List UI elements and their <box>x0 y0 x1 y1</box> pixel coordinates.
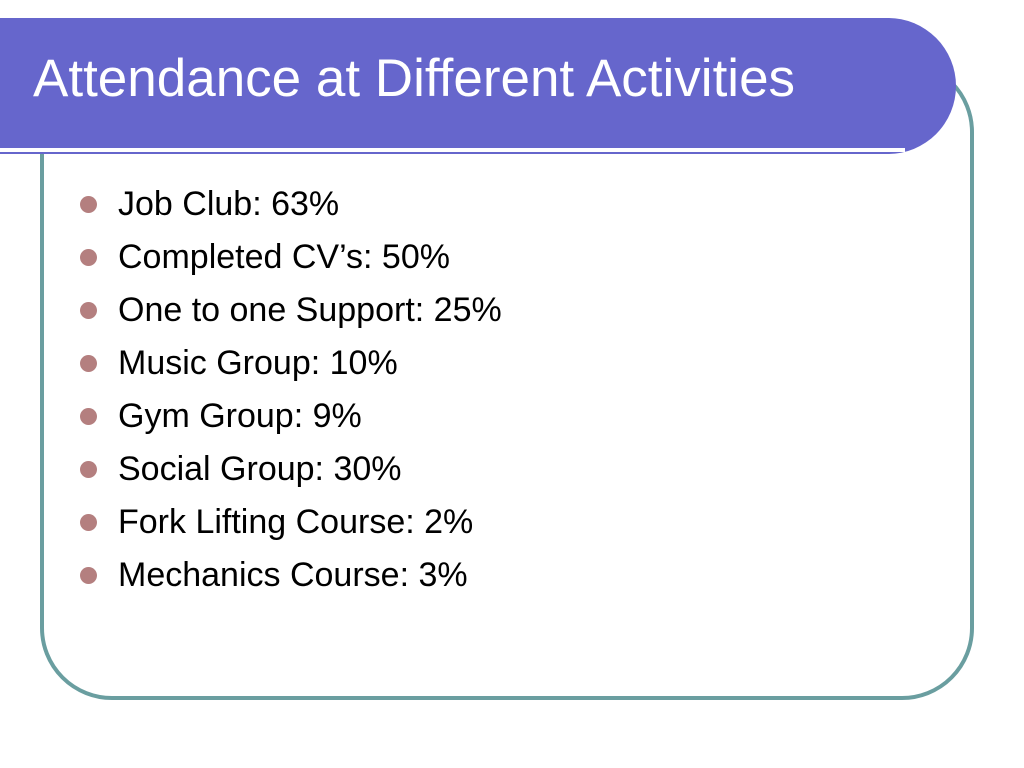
bullet-item <box>80 337 502 390</box>
bullet-dot-icon <box>80 514 97 531</box>
bullet-dot-icon <box>80 302 97 319</box>
bullet-dot-icon <box>80 249 97 266</box>
bullet-text: Fork Lifting Course: 2% <box>118 503 474 541</box>
bullet-text: Gym Group: 9% <box>118 397 362 435</box>
bullet-dot-icon <box>80 355 97 372</box>
bullet-item <box>80 443 502 496</box>
bullet-list <box>80 178 502 602</box>
bullet-item <box>80 549 502 602</box>
bullet-item <box>80 231 502 284</box>
bullet-text: Mechanics Course: 3% <box>118 556 468 594</box>
bullet-text: Completed CV’s: 50% <box>118 238 450 276</box>
bullet-text: Music Group: 10% <box>118 344 398 382</box>
bullet-text: Job Club: 63% <box>118 185 340 223</box>
bullet-dot-icon <box>80 196 97 213</box>
slide-title: Attendance at Different Activities <box>33 49 796 108</box>
bullet-item <box>80 496 502 549</box>
bullet-text: Social Group: 30% <box>118 450 402 488</box>
bullet-dot-icon <box>80 567 97 584</box>
bullet-dot-icon <box>80 408 97 425</box>
bullet-item <box>80 390 502 443</box>
bullet-dot-icon <box>80 461 97 478</box>
bullet-item <box>80 178 502 231</box>
bullet-item <box>80 284 502 337</box>
bullet-text: One to one Support: 25% <box>118 291 502 329</box>
title-underline <box>0 148 905 152</box>
